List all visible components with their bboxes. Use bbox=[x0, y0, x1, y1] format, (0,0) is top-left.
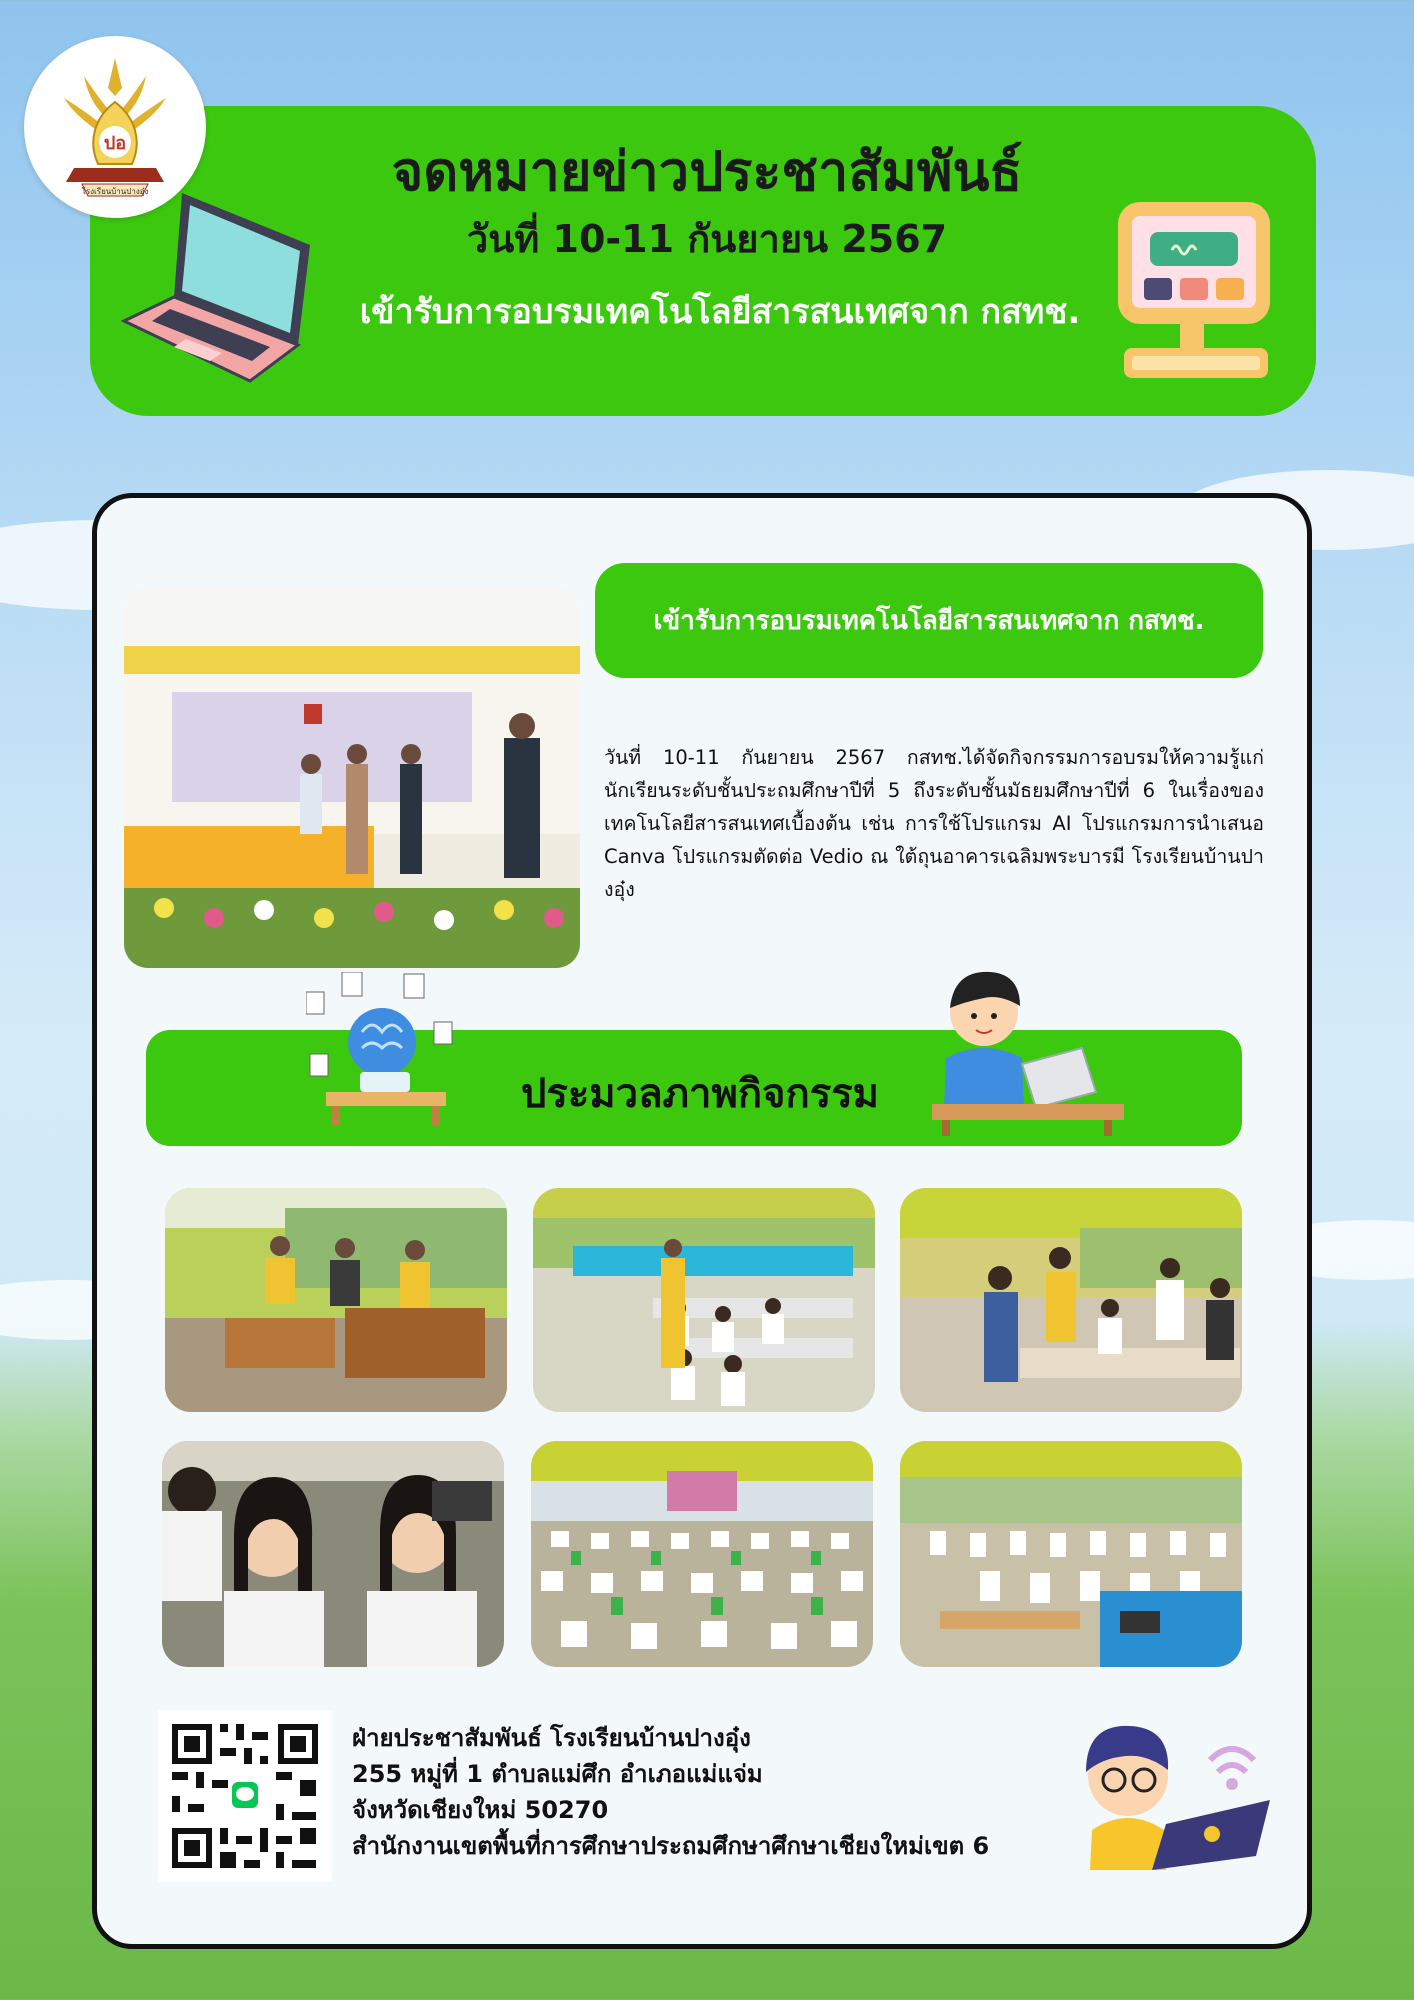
gallery-photo bbox=[900, 1188, 1242, 1412]
event-photo bbox=[124, 588, 580, 968]
newsletter-subtitle: เข้ารับการอบรมเทคโนโลยีสารสนเทศจาก กสทช. bbox=[359, 292, 1081, 332]
line-qr-code bbox=[158, 1710, 332, 1882]
contact-line: 255 หมู่ที่ 1 ตำบลแม่ศึก อำเภอแม่แจ่ม bbox=[352, 1760, 763, 1788]
kid-with-laptop-illustration bbox=[1070, 1720, 1280, 1870]
newsletter-date: วันที่ 10-11 กันยายน 2567 bbox=[466, 217, 948, 261]
gallery-photo bbox=[165, 1188, 507, 1412]
gallery-photo bbox=[162, 1441, 504, 1667]
event-description: วันที่ 10-11 กันยายน 2567 กสทช.ได้จัดกิจกรรมการอบรมให้ความรู้แก่นักเรียนระดับชั้นประถมศึกษาปีที่ 5 ถึงระดับชั้นมัธยมศึกษาปีที่ 6 ในเรื่องของเทคโนโลยีสารสนเทศเบื้องต้น เช่น การใช้โปรแกรม AI โปรแกรมการนำเสนอ Canva โปรแกรมตัดต่อ Vedio ณ ใต้ถุนอาคารเฉลิมพระบารมี โรงเรียนบ้านปางอุ๋ง bbox=[604, 746, 1264, 901]
newsletter-title: จดหมายข่าวประชาสัมพันธ์ bbox=[391, 140, 1023, 203]
gallery-photo bbox=[531, 1441, 873, 1667]
gallery-title: ประมวลภาพกิจกรรม bbox=[520, 1071, 880, 1117]
contact-line: สำนักงานเขตพื้นที่การศึกษาประถมศึกษาศึกษาเชียงใหม่เขต 6 bbox=[352, 1832, 990, 1860]
brain-illustration bbox=[306, 972, 456, 1128]
info-heading: เข้ารับการอบรมเทคโนโลยีสารสนเทศจาก กสทช. bbox=[595, 563, 1263, 678]
gallery-photo bbox=[900, 1441, 1242, 1667]
svg-text:ปอ: ปอ bbox=[103, 133, 127, 154]
contact-info bbox=[352, 1720, 1112, 1864]
logo-caption: โรงเรียนบ้านปางอุ๋ง bbox=[81, 187, 149, 196]
contact-line: จังหวัดเชียงใหม่ 50270 bbox=[352, 1796, 609, 1824]
contact-line: ฝ่ายประชาสัมพันธ์ โรงเรียนบ้านปางอุ๋ง bbox=[352, 1724, 751, 1752]
boy-with-laptop-illustration bbox=[932, 968, 1124, 1136]
gallery-photo bbox=[533, 1188, 875, 1412]
